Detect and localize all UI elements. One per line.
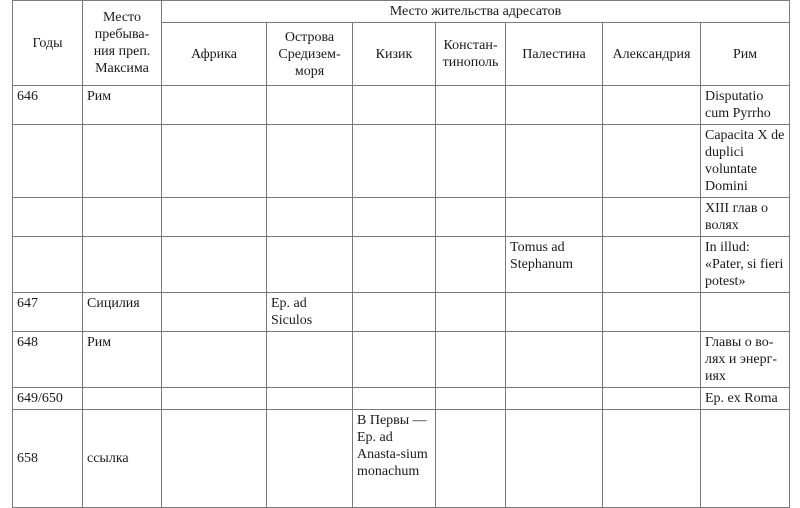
cell	[603, 86, 701, 125]
cell	[701, 410, 790, 508]
cell	[603, 332, 701, 388]
table-row	[13, 237, 790, 293]
cell	[603, 388, 701, 410]
cell	[436, 125, 506, 198]
cell	[506, 293, 603, 332]
cell: XIII глав о волях	[701, 198, 790, 237]
table-row	[13, 410, 790, 508]
cell	[162, 237, 267, 293]
document-table-region	[12, 0, 789, 498]
table-row	[13, 86, 790, 125]
table-row	[13, 388, 790, 410]
cell	[506, 410, 603, 508]
header-constantinople: Констан-тинополь	[436, 23, 506, 86]
cell	[162, 86, 267, 125]
year-cell: 646	[13, 86, 83, 125]
header-mediterranean-islands: Острова Средизем-моря	[267, 23, 353, 86]
cell	[162, 293, 267, 332]
cell	[506, 198, 603, 237]
cell	[603, 198, 701, 237]
table-row	[13, 198, 790, 237]
cell	[162, 198, 267, 237]
cell	[353, 388, 436, 410]
cell	[162, 332, 267, 388]
cell	[603, 125, 701, 198]
cell	[267, 125, 353, 198]
table-row	[13, 332, 790, 388]
cell	[436, 293, 506, 332]
cell	[353, 86, 436, 125]
cell	[267, 198, 353, 237]
cell	[353, 293, 436, 332]
cell	[353, 198, 436, 237]
cell	[506, 125, 603, 198]
place-cell: ссылка	[83, 410, 162, 508]
cell	[353, 332, 436, 388]
header-cyzicus: Кизик	[353, 23, 436, 86]
cell	[267, 332, 353, 388]
table-row	[13, 293, 790, 332]
cell	[436, 388, 506, 410]
cell	[436, 237, 506, 293]
place-cell	[83, 237, 162, 293]
year-cell	[13, 237, 83, 293]
place-cell: Рим	[83, 332, 162, 388]
cell: Disputatio cum Pyrrho	[701, 86, 790, 125]
cell	[267, 86, 353, 125]
correspondence-table	[12, 0, 790, 508]
cell	[267, 237, 353, 293]
header-alexandria: Александрия	[603, 23, 701, 86]
cell: Capacita X de duplici voluntate Domini	[701, 125, 790, 198]
cell: В Первы — Ep. ad Anasta-sium monachum	[353, 410, 436, 508]
place-cell: Рим	[83, 86, 162, 125]
cell	[267, 388, 353, 410]
cell	[436, 410, 506, 508]
year-cell	[13, 125, 83, 198]
cell	[436, 198, 506, 237]
cell	[603, 237, 701, 293]
table-row	[13, 125, 790, 198]
cell	[603, 410, 701, 508]
header-palestine: Палестина	[506, 23, 603, 86]
cell	[701, 293, 790, 332]
place-cell	[83, 388, 162, 410]
year-cell	[13, 198, 83, 237]
cell	[267, 410, 353, 508]
header-africa: Африка	[162, 23, 267, 86]
header-location: Место пребыва-ния преп. Максима	[83, 1, 162, 86]
cell	[506, 86, 603, 125]
cell: Tomus ad Stephanum	[506, 237, 603, 293]
year-cell: 649/650	[13, 388, 83, 410]
cell	[353, 125, 436, 198]
place-cell	[83, 198, 162, 237]
cell	[506, 332, 603, 388]
year-cell: 647	[13, 293, 83, 332]
header-recipients-group: Место жительства адресатов	[162, 1, 790, 23]
header-years: Годы	[13, 1, 83, 86]
cell	[506, 388, 603, 410]
cell	[162, 125, 267, 198]
cell	[603, 293, 701, 332]
cell	[353, 237, 436, 293]
cell	[436, 86, 506, 125]
cell: In illud: «Pater, si fieri potest»	[701, 237, 790, 293]
cell: Ep. ad Siculos	[267, 293, 353, 332]
cell	[436, 332, 506, 388]
cell	[162, 410, 267, 508]
year-cell: 648	[13, 332, 83, 388]
header-rome: Рим	[701, 23, 790, 86]
place-cell	[83, 125, 162, 198]
cell	[162, 388, 267, 410]
year-cell: 658	[13, 410, 83, 508]
place-cell: Сицилия	[83, 293, 162, 332]
cell: Ep. ex Roma	[701, 388, 790, 410]
cell: Главы о во-лях и энерг-иях	[701, 332, 790, 388]
